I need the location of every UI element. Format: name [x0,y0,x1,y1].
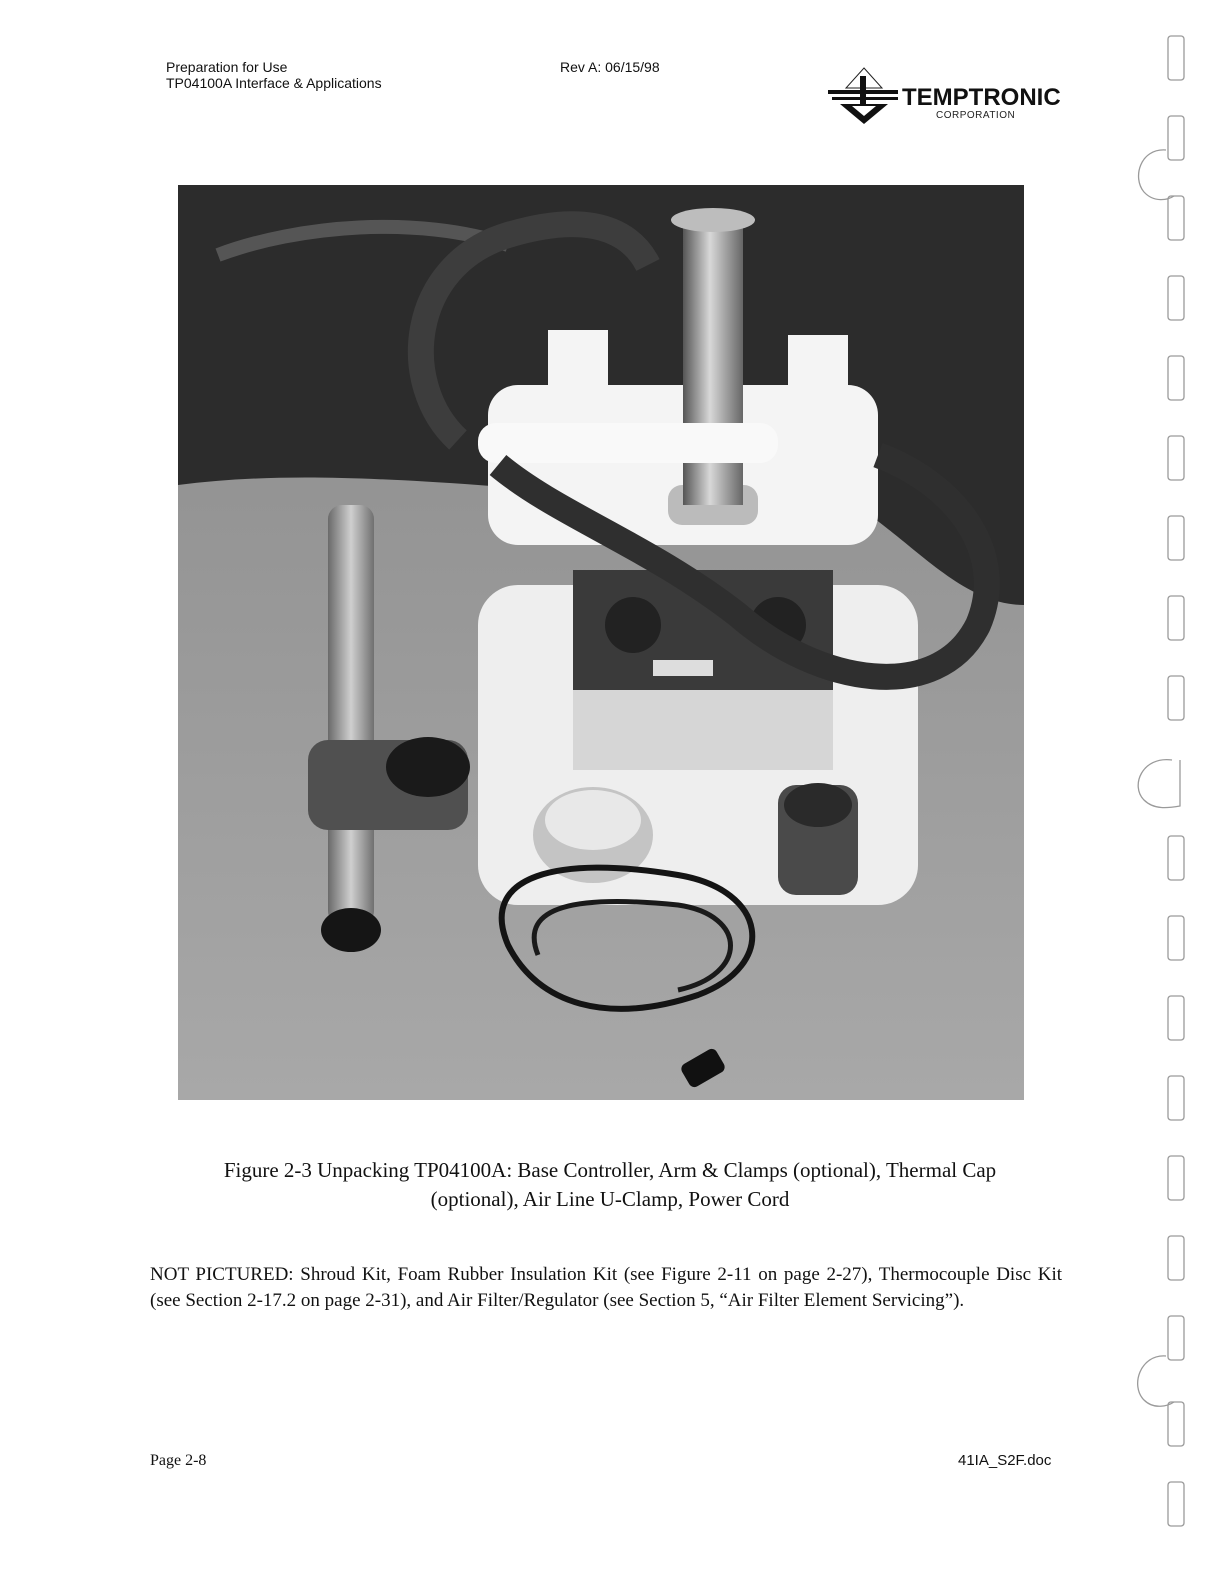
logo-name: TEMPTRONIC [902,84,1061,111]
revision-label: Rev A: 06/15/98 [560,59,660,75]
not-pictured-paragraph: NOT PICTURED: Shroud Kit, Foam Rubber Insulation Kit (see Figure 2-11 on page 2-27), Thermocouple Disc Kit (see Section 2-17.2 on page 2-31), and Air Filter/Regulator (see Section 5, “Air Filter Element Servicing”). [150,1264,1062,1311]
section-title: Preparation for Use [166,59,288,75]
temptronic-logo [826,66,1061,126]
page-number: Page 2-8 [150,1452,207,1469]
caption-line-1: Figure 2-3 Unpacking TP04100A: Base Controller, Arm & Clamps (optional), Thermal Cap [223,1158,997,1182]
binder-holes-decoration [1110,0,1220,1584]
logo-subtitle: CORPORATION [936,110,1016,121]
unpacking-photo [178,185,1024,1100]
header-left [166,59,382,91]
caption-line-2: (optional), Air Line U-Clamp, Power Cord [430,1187,790,1211]
logo-mark-icon [826,66,902,126]
file-name: 41IA_S2F.doc [958,1452,1052,1469]
figure-caption [150,1156,1070,1214]
document-subtitle: TP04100A Interface & Applications [166,75,382,91]
